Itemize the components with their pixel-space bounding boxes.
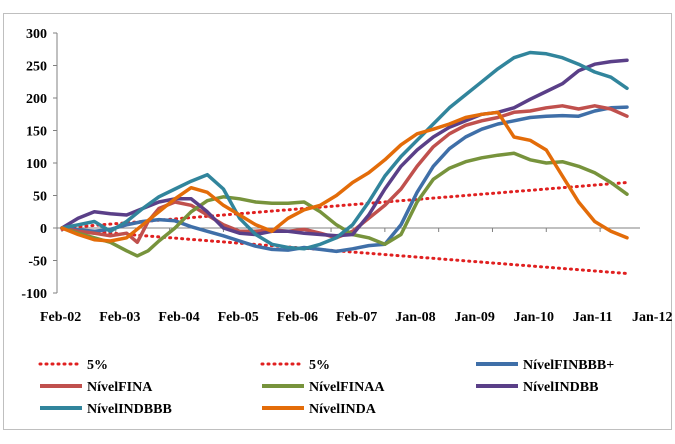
x-tick-label: Jan-09 [454, 310, 495, 325]
legend-label-3: NívelFINA [87, 380, 153, 395]
x-tick-label: Feb-02 [40, 310, 82, 325]
legend-label-1: 5% [309, 358, 330, 373]
x-tick-label: Feb-06 [276, 310, 319, 325]
x-tick-label: Feb-07 [336, 310, 378, 325]
x-tick-label: Jan-10 [513, 310, 555, 325]
legend-label-2: NívelFINBBB+ [523, 358, 615, 373]
x-tick-label: Feb-04 [158, 310, 200, 325]
y-tick-label: 200 [26, 92, 47, 107]
legend-label-0: 5% [87, 358, 108, 373]
y-tick-label: 150 [26, 124, 47, 140]
x-tick-label: Feb-05 [217, 310, 259, 325]
x-tick-label: Jan-08 [395, 310, 436, 325]
legend-label-5: NívelINDBB [523, 380, 599, 395]
y-tick-label: 100 [26, 157, 47, 172]
y-tick-label: 300 [26, 27, 47, 42]
y-tick-label: 0 [40, 222, 47, 237]
legend-label-7: NívelINDA [309, 402, 376, 417]
series-line-7 [62, 112, 627, 241]
x-tick-label: Feb-03 [99, 310, 141, 325]
legend-label-4: NívelFINAA [309, 380, 385, 395]
y-tick-label: 250 [26, 59, 47, 75]
y-tick-label: -100 [21, 287, 47, 302]
x-tick-label: Jan-11 [572, 310, 613, 325]
x-tick-label: Jan-12 [632, 310, 673, 325]
y-tick-label: -50 [28, 254, 47, 270]
y-tick-label: 50 [33, 189, 47, 205]
legend-label-6: NívelINDBBB [87, 402, 172, 417]
